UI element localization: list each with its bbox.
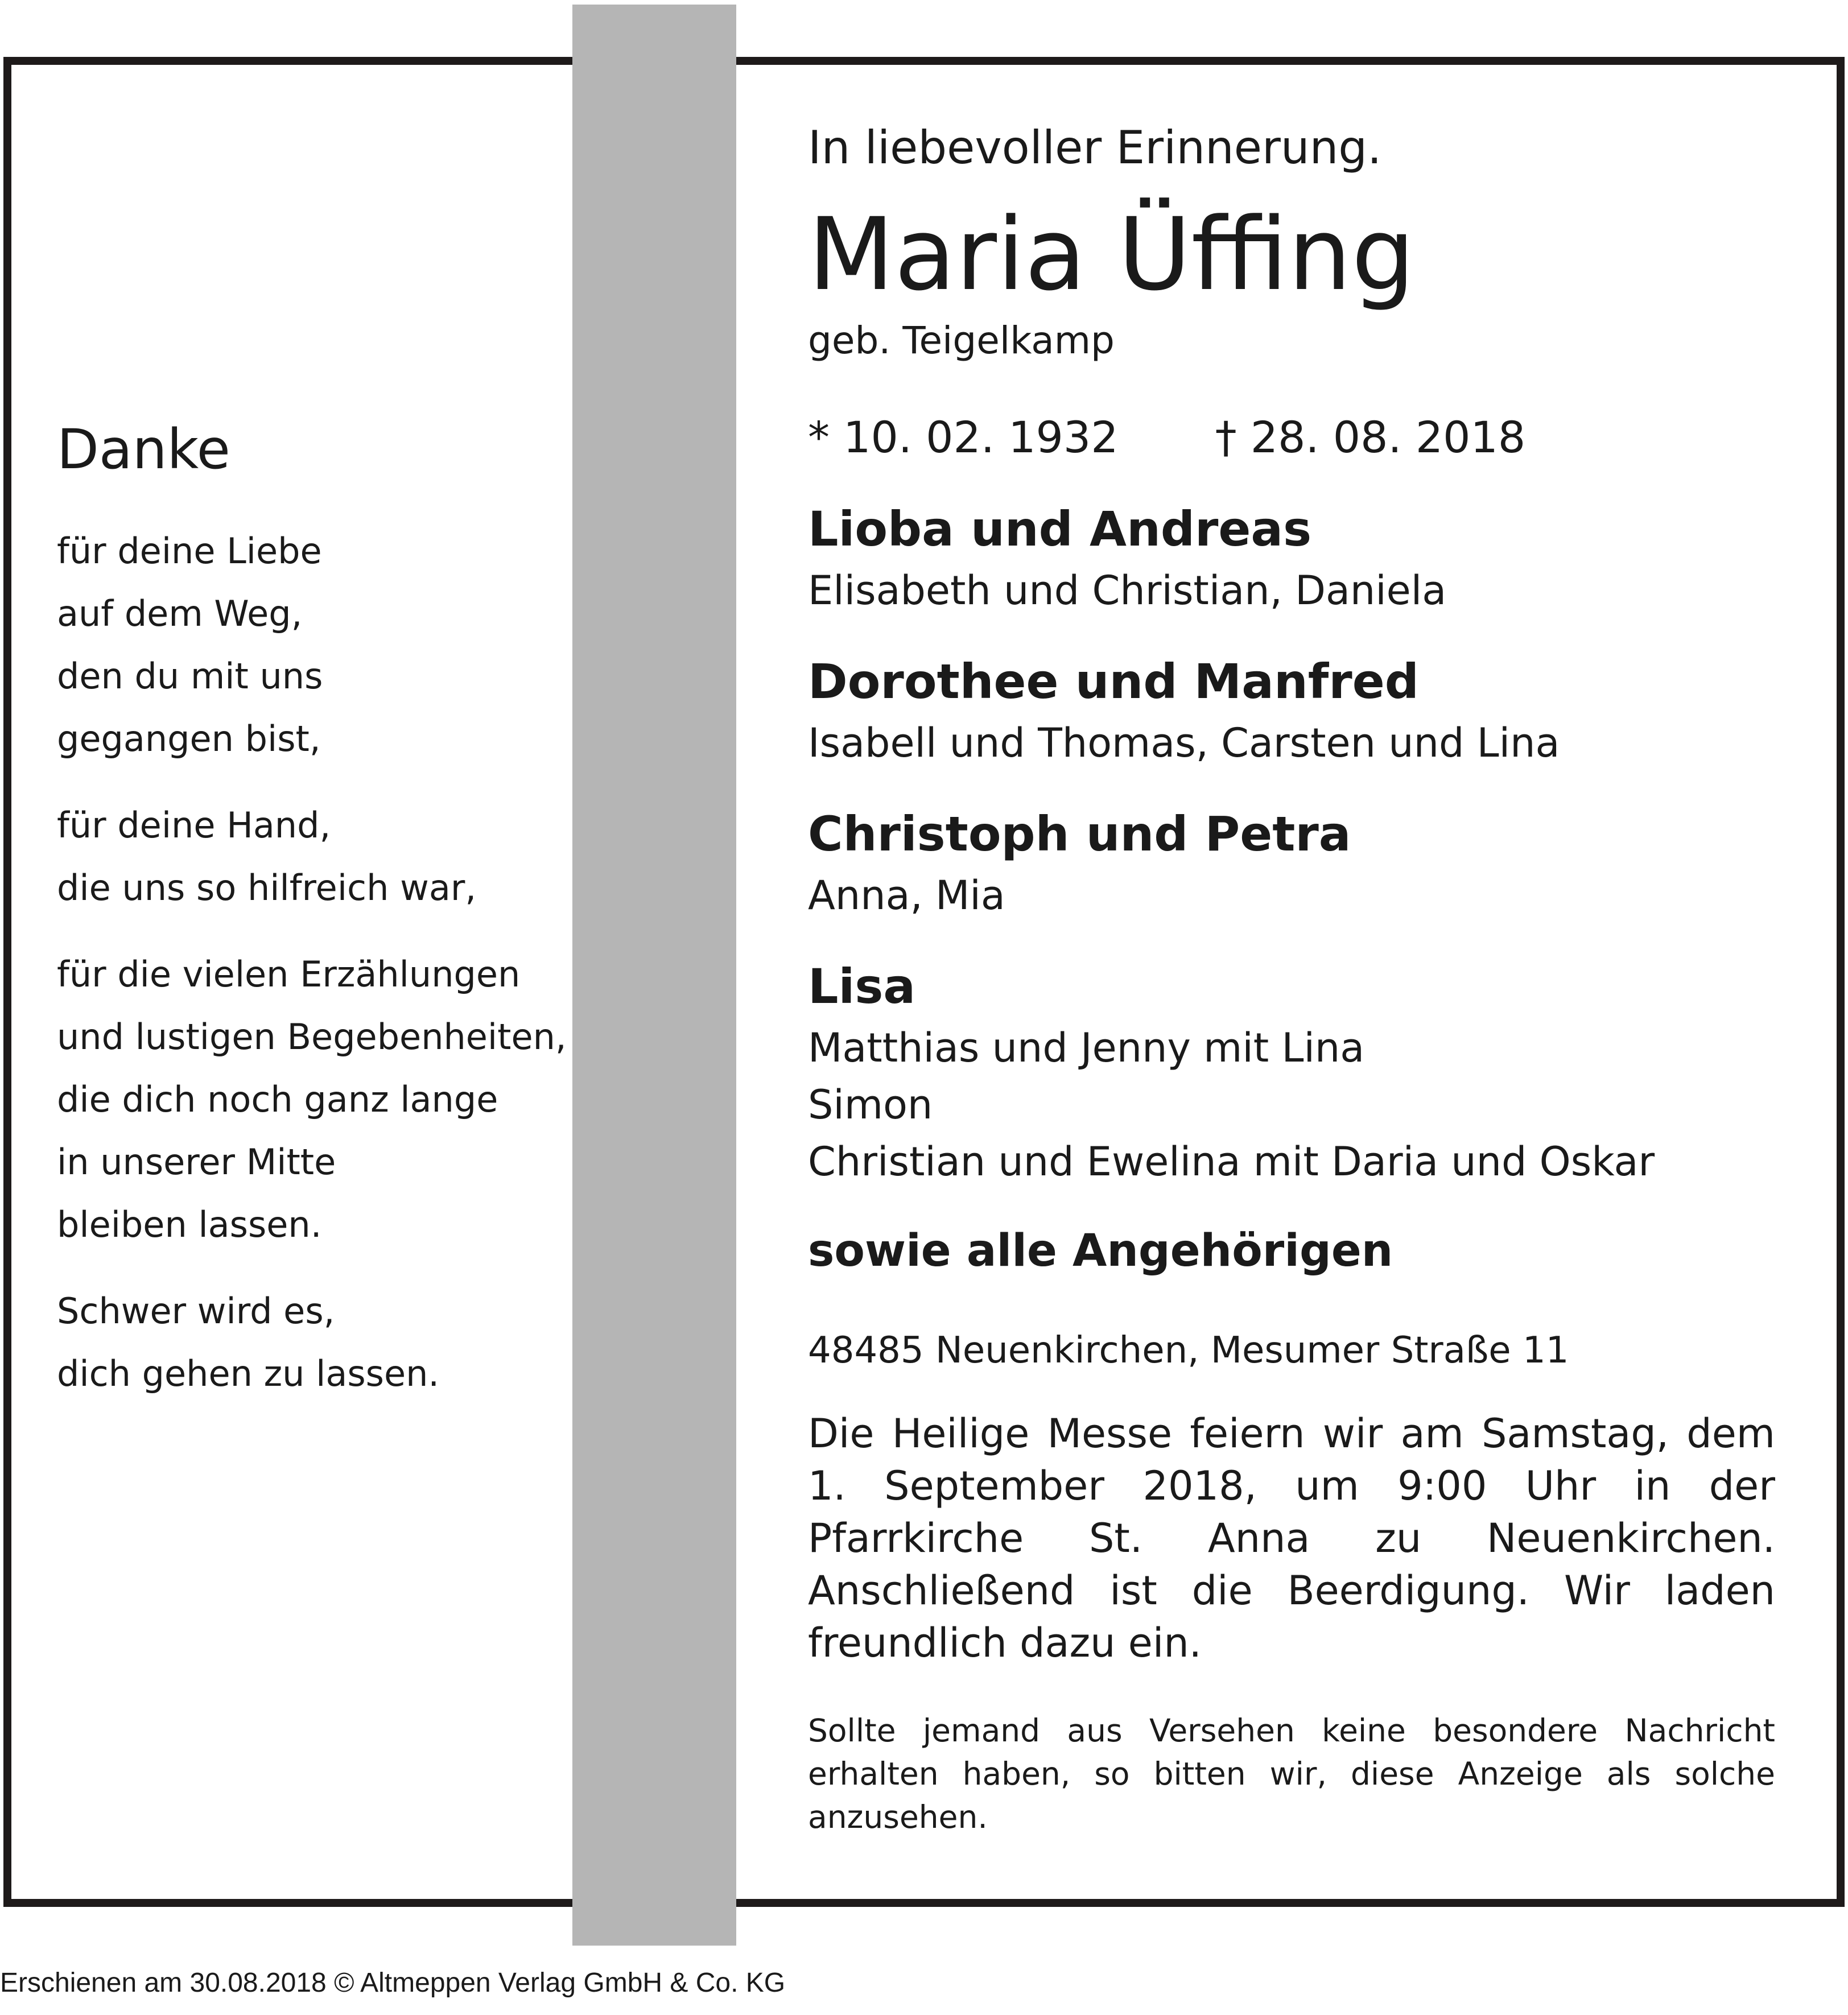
poem-line: in unserer Mitte xyxy=(57,1141,336,1183)
family-head: Christoph und Petra xyxy=(808,806,1351,862)
family-group xyxy=(808,649,1775,771)
family-member: Simon xyxy=(808,1081,933,1128)
birth-date: * 10. 02. 1932 xyxy=(808,412,1119,463)
maiden-name: geb. Teigelkamp xyxy=(808,319,1115,362)
publication-footer: Erschienen am 30.08.2018 © Altmeppen Verlag GmbH & Co. KG xyxy=(0,1968,786,1998)
family-member: Anna, Mia xyxy=(808,872,1005,919)
poem-line: und lustigen Begebenheiten, xyxy=(57,1016,567,1058)
poem-line: für die vielen Erzählungen xyxy=(57,953,521,995)
poem-line: gegangen bist, xyxy=(57,718,321,759)
poem-line: dich gehen zu lassen. xyxy=(57,1353,440,1394)
poem-line: Schwer wird es, xyxy=(57,1290,335,1332)
address: 48485 Neuenkirchen, Mesumer Straße 11 xyxy=(808,1329,1569,1372)
mass-announcement: Die Heilige Messe feiern wir am Samstag, dem 1. September 2018, um 9:00 Uhr in der Pfarrkirche St. Anna zu Neuenkirchen. Anschließend ist die Beerdigung. Wir laden freundlich dazu ein. xyxy=(808,1410,1775,1666)
poem-stanza xyxy=(57,520,558,770)
death-date: † 28. 08. 2018 xyxy=(1215,412,1526,463)
poem-line: den du mit uns xyxy=(57,655,323,697)
poem-stanza xyxy=(57,943,567,1256)
gray-stripe xyxy=(572,5,736,1946)
poem-stanza xyxy=(57,1280,558,1405)
poem-line: für deine Liebe xyxy=(57,530,322,572)
family-member: Elisabeth und Christian, Daniela xyxy=(808,567,1447,614)
family-member: Christian und Ewelina mit Daria und Oskar xyxy=(808,1138,1655,1185)
thanks-column xyxy=(57,415,567,1429)
memorial-intro: In liebevoller Erinnerung. xyxy=(808,121,1382,174)
family-group xyxy=(808,953,1775,1190)
poem-line: auf dem Weg, xyxy=(57,593,303,634)
closing-line: sowie alle Angehörigen xyxy=(808,1225,1393,1277)
family-member: Isabell und Thomas, Carsten und Lina xyxy=(808,720,1560,766)
poem-line: für deine Hand, xyxy=(57,804,331,846)
family-head: Lisa xyxy=(808,959,915,1014)
poem-line: die uns so hilfreich war, xyxy=(57,867,477,909)
notice-note: Sollte jemand aus Versehen keine besondere Nachricht erhalten haben, so bitten wir, diese Anzeige als solche anzusehen. xyxy=(808,1712,1775,1835)
family-group xyxy=(808,496,1775,619)
poem-line: bleiben lassen. xyxy=(57,1204,322,1245)
family-member: Matthias und Jenny mit Lina xyxy=(808,1025,1365,1071)
thanks-heading: Danke xyxy=(57,418,230,481)
family-group xyxy=(808,801,1775,924)
poem-stanza xyxy=(57,794,558,919)
life-dates xyxy=(808,406,1775,469)
deceased-name: Maria Üffing xyxy=(808,196,1415,313)
poem-line: die dich noch ganz lange xyxy=(57,1079,498,1120)
announcement-column xyxy=(808,114,1775,1839)
family-head: Dorothee und Manfred xyxy=(808,654,1419,709)
family-head: Lioba und Andreas xyxy=(808,501,1312,557)
